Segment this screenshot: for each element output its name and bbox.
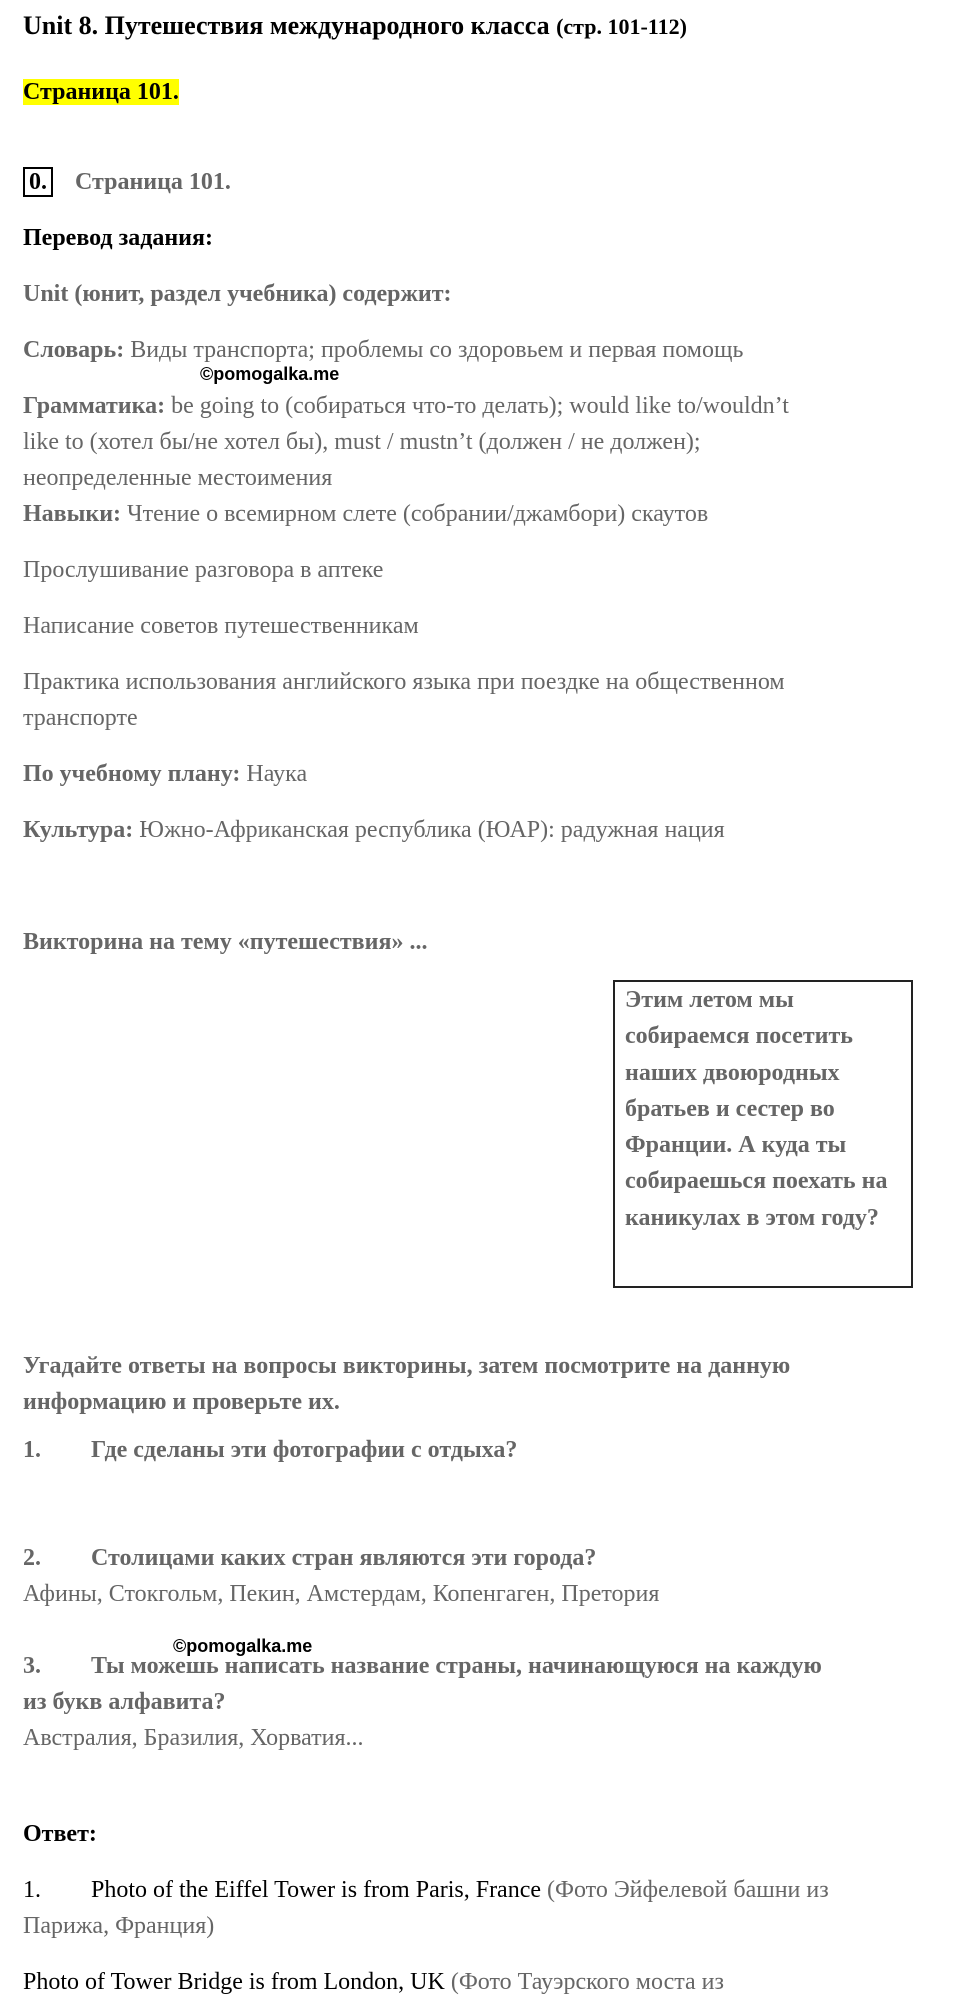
quiz-instruction-line-2: информацию и проверьте их.: [23, 1389, 340, 1415]
page-title: Unit 8. Путешествия международного класса (стр. 101-112): [23, 11, 687, 40]
task-header: [23, 164, 231, 200]
task-page-label: Страница 101.: [75, 169, 231, 195]
quiz-question-3-line-1: 3. Ты можешь написать название страны, начинающуюся на каждую: [23, 1653, 822, 1679]
vocabulary-line: Словарь: Виды транспорта; проблемы со здоровьем и первая помощь: [23, 337, 744, 363]
answer-heading: Ответ:: [23, 1821, 97, 1847]
translation-heading: Перевод задания:: [23, 225, 213, 251]
skills-line: Навыки: Чтение о всемирном слете (собрании/джамбори) скаутов: [23, 501, 709, 527]
answer-1-line-1: 1. Photo of the Eiffel Tower is from Paris, France (Фото Эйфелевой башни из: [23, 1877, 829, 1903]
watermark: ©pomogalka.me: [200, 364, 340, 384]
grammar-line-3: неопределенные местоимения: [23, 465, 333, 491]
listening-line: Прослушивание разговора в аптеке: [23, 557, 384, 583]
page-highlight: Страница 101.: [23, 79, 179, 105]
grammar-line-1: Грамматика: be going to (собираться что-то делать); would like to/wouldn’t: [23, 393, 789, 419]
answer-1-line-2: Парижа, Франция): [23, 1913, 215, 1939]
speech-note-text: Этим летом мы собираемся посетить наших двоюродных братьев и сестер во Франции. А куда ты собираешься поехать на каникулах в этом году?: [625, 987, 888, 1231]
quiz-heading: Викторина на тему «путешествия» ...: [23, 929, 428, 955]
quiz-question-3-line-2: из букв алфавита?: [23, 1689, 226, 1715]
quiz-question-2-answer: Афины, Стокгольм, Пекин, Амстердам, Копенгаген, Претория: [23, 1581, 660, 1607]
answer-2-line: Photo of Tower Bridge is from London, UK (Фото Тауэрского моста из: [23, 1969, 724, 1995]
practice-line-1: Практика использования английского языка при поездке на общественном: [23, 669, 785, 695]
quiz-question-2: 2. Столицами каких стран являются эти города?: [23, 1545, 597, 1571]
quiz-question-1: 1. Где сделаны эти фотографии с отдыха?: [23, 1437, 518, 1463]
practice-line-2: транспорте: [23, 705, 138, 731]
culture-line: Культура: Южно-Африканская республика (ЮАР): радужная нация: [23, 817, 725, 843]
grammar-line-2: like to (хотел бы/не хотел бы), must / mustn’t (должен / не должен);: [23, 429, 701, 455]
unit-contains: Unit (юнит, раздел учебника) содержит:: [23, 281, 452, 307]
watermark: ©pomogalka.me: [173, 1636, 313, 1656]
curriculum-line: По учебному плану: Наука: [23, 761, 308, 787]
writing-line: Написание советов путешественникам: [23, 613, 419, 639]
quiz-instruction-line-1: Угадайте ответы на вопросы викторины, затем посмотрите на данную: [23, 1353, 791, 1379]
speech-note-box: [613, 980, 913, 1288]
task-number: 0.: [23, 167, 53, 197]
quiz-question-3-answer: Австралия, Бразилия, Хорватия...: [23, 1725, 364, 1751]
